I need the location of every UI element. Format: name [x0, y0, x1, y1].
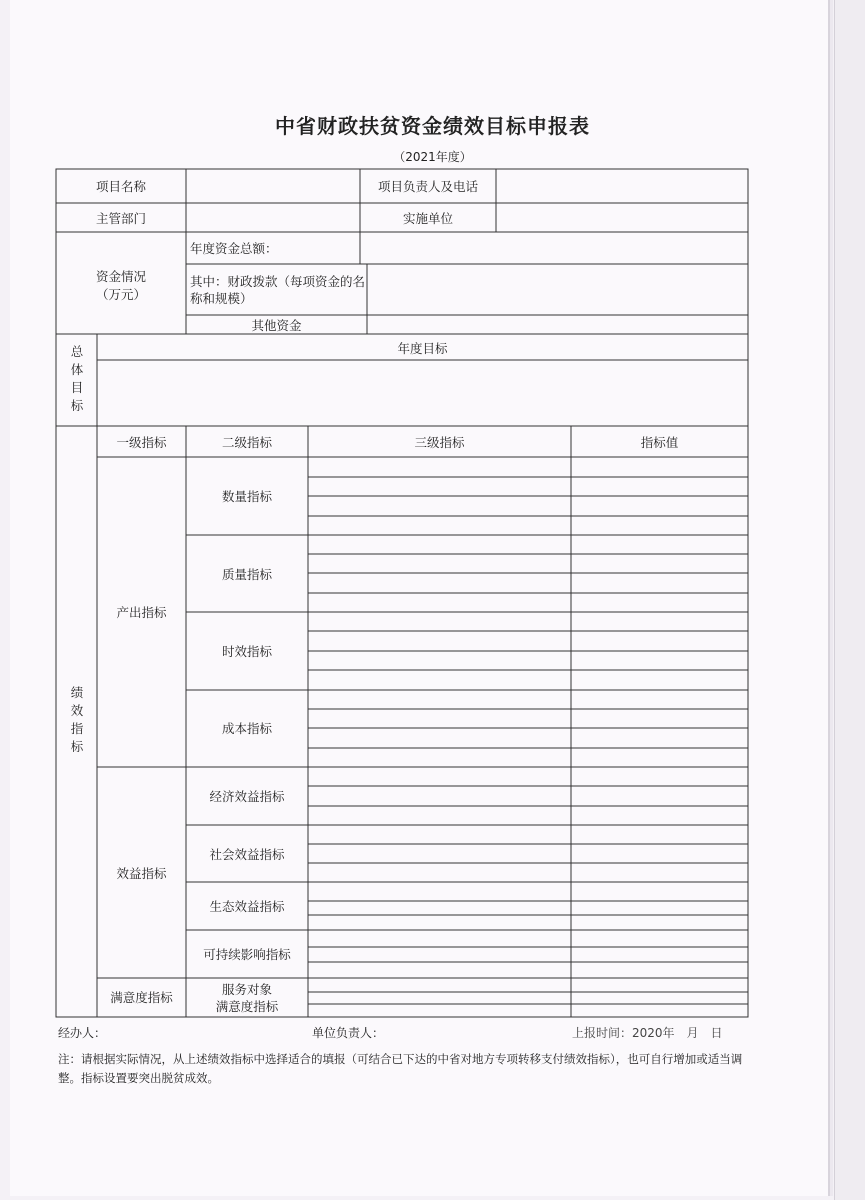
- form-title: 中省财政扶贫资金绩效目标申报表: [275, 114, 590, 138]
- benefit-indicator-label: 效益指标: [116, 866, 167, 881]
- perf-indicator-label: 绩 效 指 标: [70, 685, 84, 754]
- ecological-benefit-label: 生态效益指标: [209, 899, 285, 914]
- other-funds-label: 其他资金: [251, 318, 302, 333]
- social-benefit-label: 社会效益指标: [209, 847, 285, 862]
- quantity-indicator-label: 数量指标: [221, 489, 272, 504]
- economic-benefit-label: 经济效益指标: [209, 789, 285, 804]
- timeliness-indicator-label: 时效指标: [221, 644, 272, 659]
- overall-goal-label: 总 体 目 标: [70, 344, 84, 413]
- footnote: 注：请根据实际情况，从上述绩效指标中选择适合的填报（可结合已下达的中省对地方专项转移支付绩效指标），也可自行增加或适当调整。指标设置要突出脱贫成效。: [58, 1052, 743, 1085]
- form-year: （2021年度）: [393, 150, 472, 164]
- project-name-label: 项目名称: [95, 179, 146, 194]
- sustainable-impact-label: 可持续影响指标: [203, 947, 291, 962]
- service-object-label: 服务对象: [221, 982, 272, 997]
- level1-header: 一级指标: [116, 435, 167, 450]
- project-leader-label: 项目负责人及电话: [377, 179, 478, 194]
- dept-label: 主管部门: [95, 211, 146, 226]
- report-time-label: 上报时间：2020年 月 日: [572, 1026, 723, 1040]
- satisfaction-indicator-label: 满意度指标: [110, 990, 173, 1005]
- handler-label: 经办人：: [58, 1026, 107, 1040]
- output-indicator-label: 产出指标: [116, 605, 167, 620]
- indicator-value-header: 指标值: [640, 435, 679, 450]
- cost-indicator-label: 成本指标: [221, 721, 272, 736]
- level2-header: 二级指标: [221, 435, 272, 450]
- funds-unit-label: （万元）: [95, 287, 146, 302]
- quality-indicator-label: 质量指标: [221, 567, 272, 582]
- level3-header: 三级指标: [414, 435, 465, 450]
- unit-head-label: 单位负责人：: [312, 1026, 385, 1040]
- fiscal-funds-label: 其中：财政拨款（每项资金的名称和规模）: [190, 274, 366, 306]
- annual-total-label: 年度资金总额：: [190, 241, 278, 256]
- service-satisfaction-label: 满意度指标: [215, 999, 279, 1014]
- funds-label: 资金情况: [95, 269, 146, 284]
- annual-goal-label: 年度目标: [397, 341, 448, 356]
- impl-unit-label: 实施单位: [402, 211, 453, 226]
